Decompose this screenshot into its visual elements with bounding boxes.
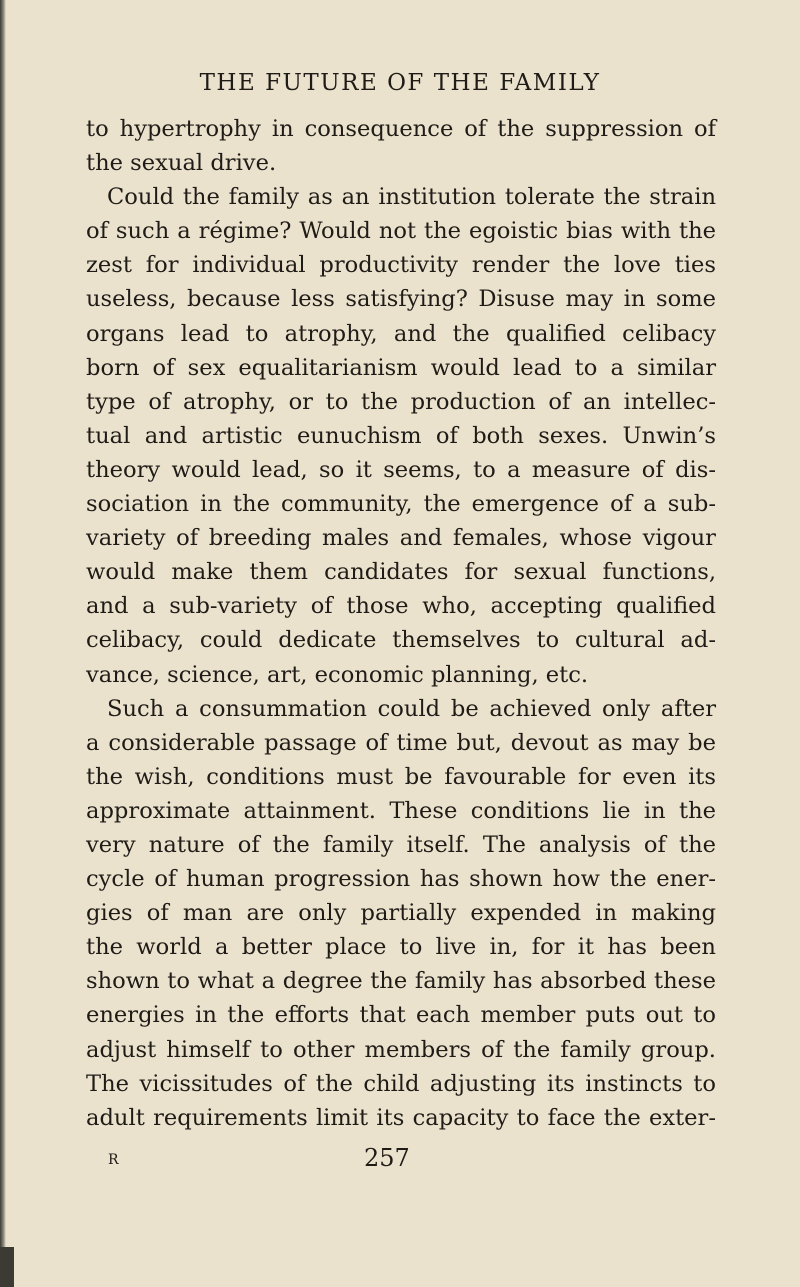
text-line: adult requirements limit its capacity to face the exter- xyxy=(86,1104,716,1131)
text-line: a considerable passage of time but, devout as may be xyxy=(86,729,716,756)
page-edge-corner xyxy=(0,1247,14,1287)
body-text xyxy=(86,112,716,1135)
text-line: variety of breeding males and females, whose vigour xyxy=(86,525,716,552)
text-line: tual and artistic eunuchism of both sexes. Unwin’s xyxy=(86,422,716,449)
text-line: sociation in the community, the emergence of a sub- xyxy=(86,491,716,518)
text-line: Could the family as an institution tolerate the strain xyxy=(107,184,716,211)
text-line: born of sex equalitarianism would lead to a similar xyxy=(86,354,716,381)
text-line: adjust himself to other members of the family group. xyxy=(86,1036,716,1063)
text-line: shown to what a degree the family has absorbed these xyxy=(86,968,716,995)
text-line: vance, science, art, economic planning, etc. xyxy=(86,661,589,688)
text-line: of such a régime? Would not the egoistic bias with the xyxy=(86,218,716,245)
text-line: would make them candidates for sexual functions, xyxy=(86,559,716,586)
page-number: 257 xyxy=(364,1144,410,1172)
text-line: the wish, conditions must be favourable for even its xyxy=(86,763,716,790)
signature-mark: R xyxy=(108,1152,120,1168)
text-line: The vicissitudes of the child adjusting its instincts to xyxy=(86,1070,716,1097)
text-line: gies of man are only partially expended in making xyxy=(86,900,716,927)
text-line: theory would lead, so it seems, to a measure of dis- xyxy=(86,456,716,483)
text-line: to hypertrophy in consequence of the suppression of xyxy=(86,116,716,142)
page-edge-shadow xyxy=(0,0,6,1287)
text-line: celibacy, could dedicate themselves to cultural ad- xyxy=(86,627,716,654)
text-line: type of atrophy, or to the production of an intellec- xyxy=(86,388,716,415)
text-line: the sexual drive. xyxy=(86,150,277,177)
text-line: Such a consummation could be achieved only after xyxy=(107,695,716,722)
text-line: zest for individual productivity render the love ties xyxy=(86,252,716,279)
text-line: very nature of the family itself. The analysis of the xyxy=(86,831,716,858)
text-line: organs lead to atrophy, and the qualified celibacy xyxy=(86,320,716,347)
text-line: useless, because less satisfying? Disuse may in some xyxy=(86,286,716,313)
text-line: approximate attainment. These conditions lie in the xyxy=(86,797,716,824)
text-line: and a sub-variety of those who, accepting qualified xyxy=(86,593,716,620)
text-line: energies in the efforts that each member puts out to xyxy=(86,1002,716,1029)
running-head: THE FUTURE OF THE FAMILY xyxy=(199,70,601,96)
text-line: cycle of human progression has shown how the ener- xyxy=(86,866,716,893)
text-line: the world a better place to live in, for it has been xyxy=(86,934,716,961)
